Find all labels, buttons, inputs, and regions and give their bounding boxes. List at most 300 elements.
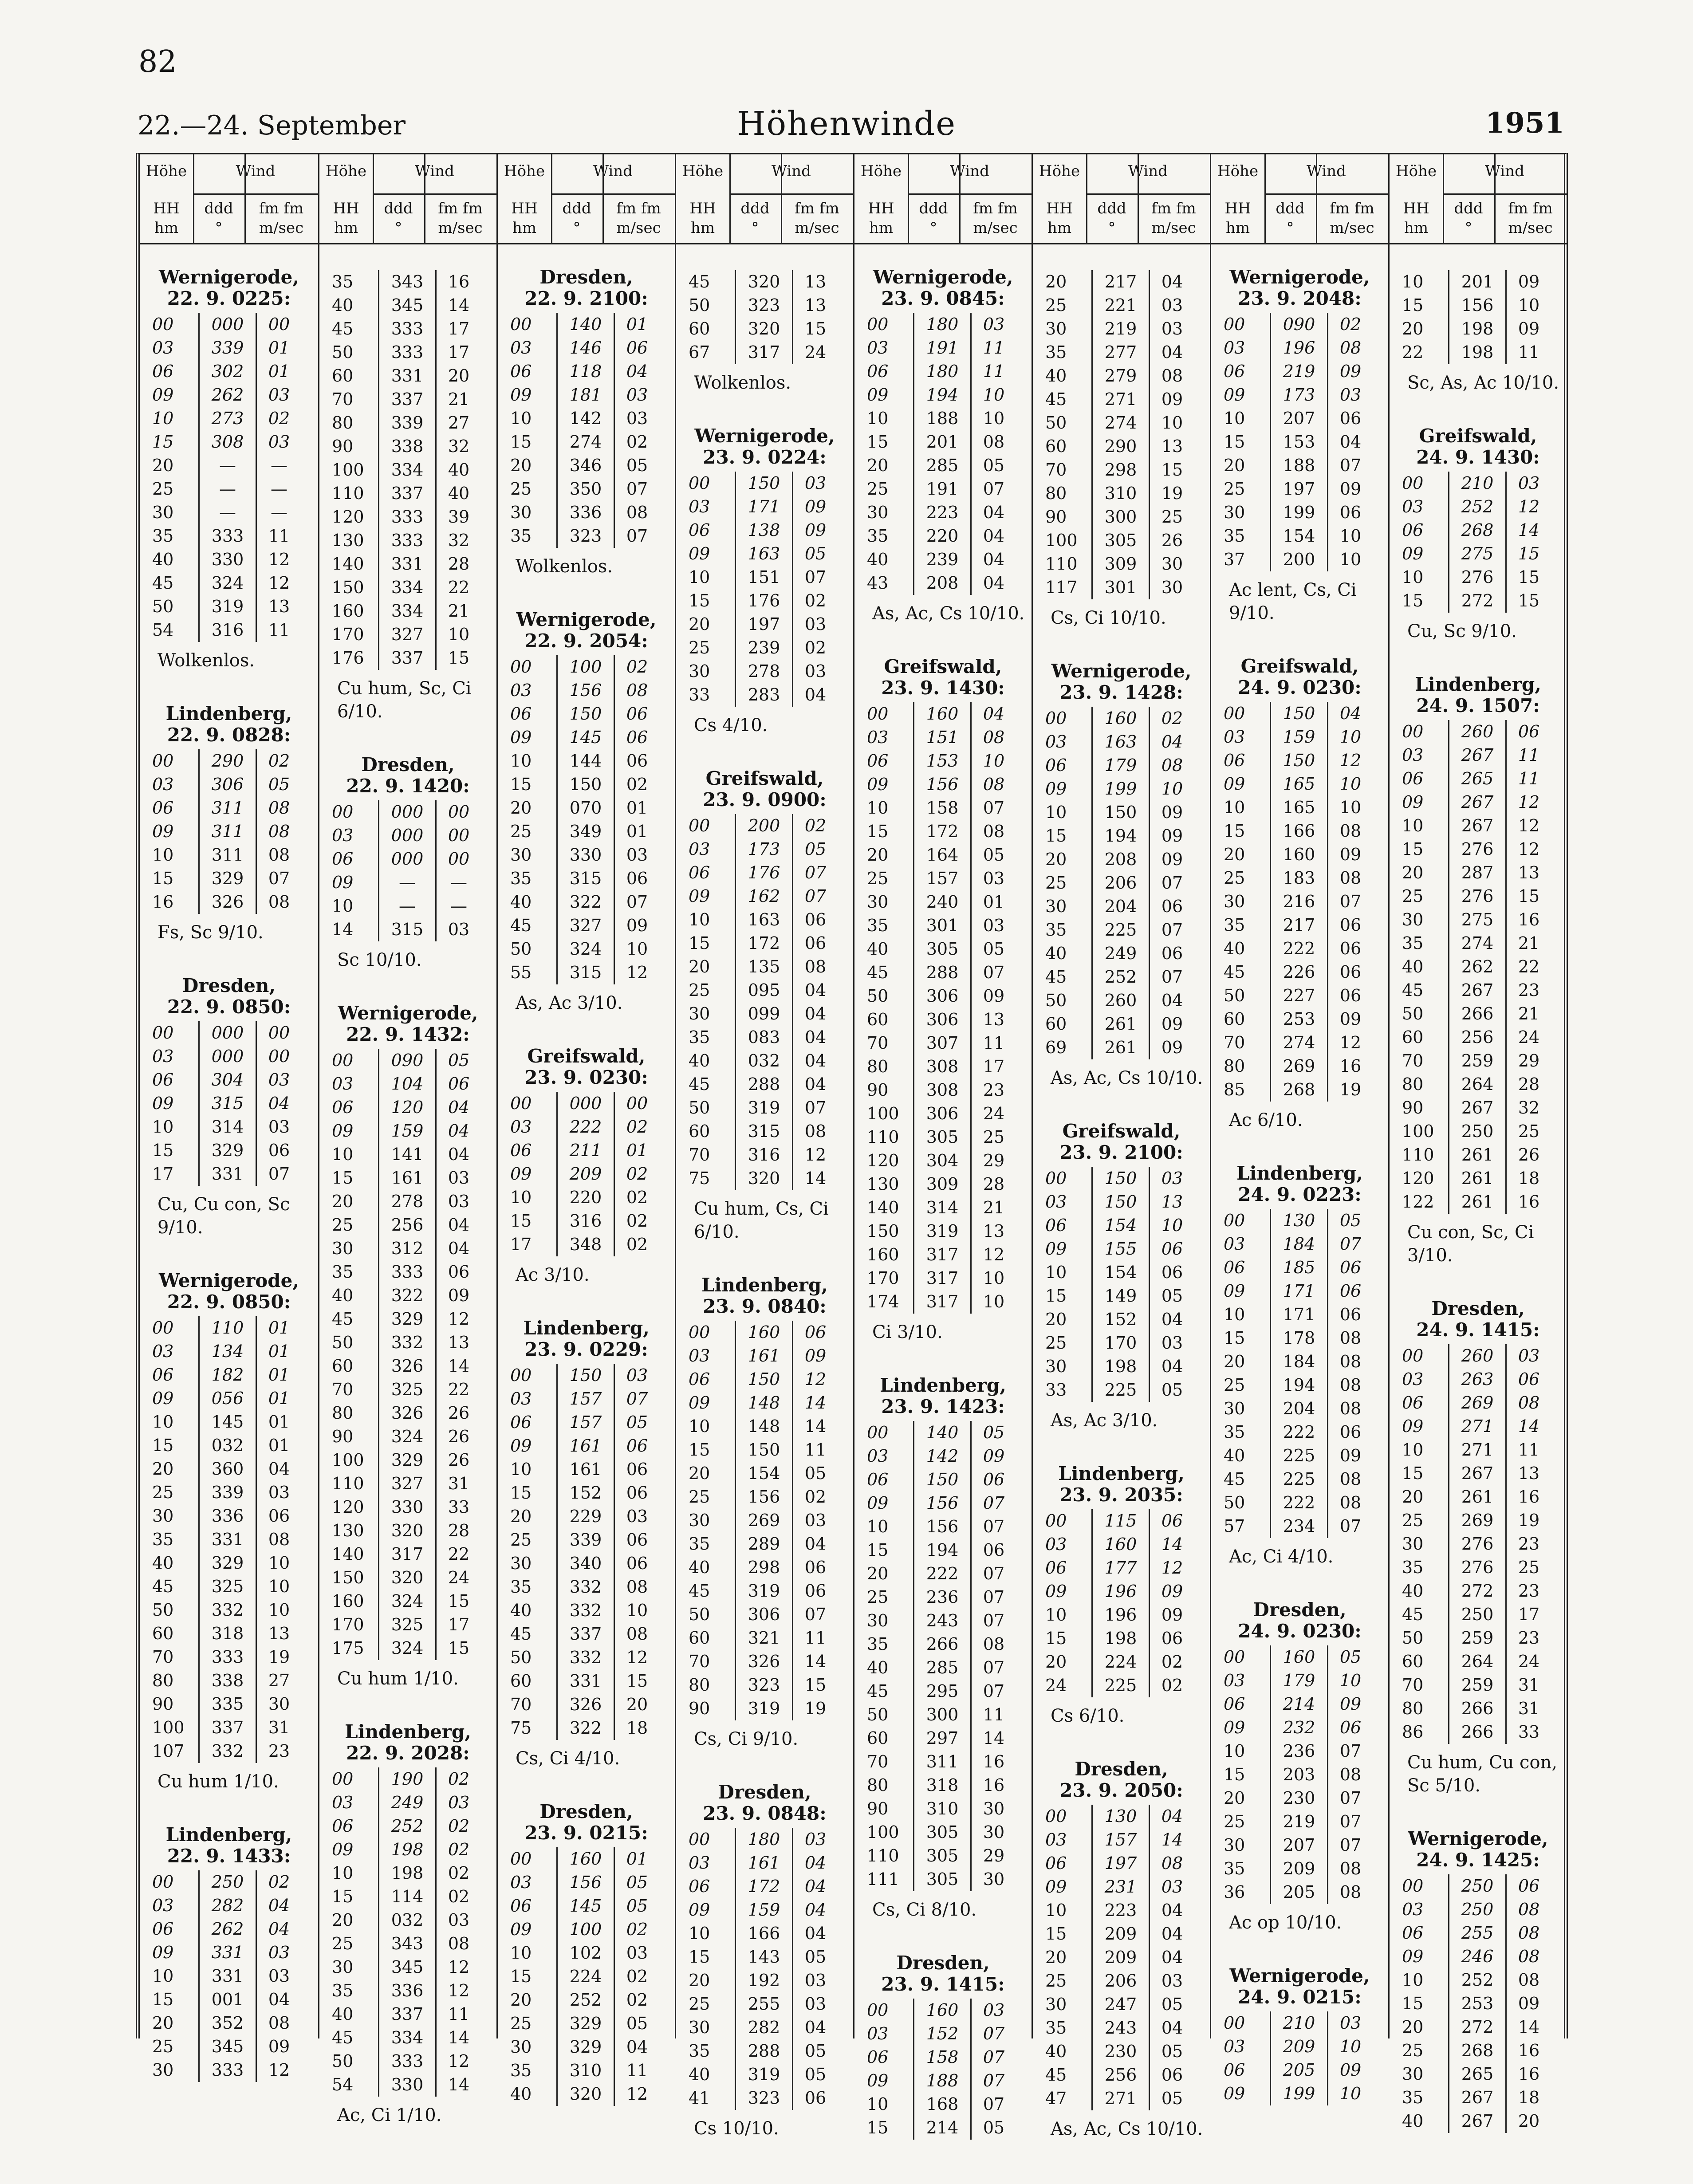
speed-cell: 03	[448, 1192, 470, 1211]
height-cell: 60	[152, 1624, 174, 1643]
cloud-remark	[1407, 620, 1567, 643]
height-cell: 06	[1402, 1923, 1424, 1943]
direction-cell: 333	[199, 2058, 256, 2082]
height-cell: 20	[1402, 2017, 1424, 2037]
direction-cell: 159	[1271, 725, 1328, 749]
direction-cell: 260	[1449, 1344, 1506, 1368]
remark-line: As, Ac, Cs 10/10.	[872, 603, 1025, 624]
sounding-block	[1033, 1463, 1210, 1728]
height-cell: 45	[510, 916, 532, 935]
speed-cell: 25	[983, 1127, 1005, 1147]
direction-cell: 150	[736, 1368, 793, 1391]
speed-cell: 01	[268, 1436, 290, 1455]
height-cell: 30	[867, 1611, 889, 1630]
direction-cell: 222	[1271, 937, 1328, 960]
height-cell: 35	[510, 869, 532, 888]
direction-cell: 329	[557, 2035, 614, 2059]
sounding-block	[319, 270, 496, 723]
speed-cell: 07	[983, 1611, 1005, 1630]
station-heading	[854, 267, 1032, 309]
station-name: Greifswald,	[1419, 425, 1537, 447]
speed-cell: 00	[626, 1094, 648, 1113]
sounding-time: 22. 9. 1433:	[167, 1845, 291, 1867]
height-cell: 30	[1045, 1995, 1067, 2014]
speed-cell: 28	[448, 554, 470, 574]
speed-cell: 04	[626, 362, 648, 381]
direction-cell: 315	[736, 1120, 793, 1143]
speed-cell: 06	[1339, 1718, 1362, 1737]
cloud-remark	[516, 992, 675, 1015]
direction-cell: 259	[1449, 1626, 1506, 1650]
direction-cell: 321	[736, 1626, 793, 1650]
direction-cell: 282	[736, 2016, 793, 2039]
table-row	[150, 890, 301, 914]
height-cell: 107	[152, 1741, 185, 1761]
speed-cell: 14	[804, 1417, 827, 1436]
speed-cell: 08	[626, 681, 648, 700]
speed-cell: 02	[626, 432, 648, 452]
speed-cell: 11	[268, 620, 290, 640]
direction-cell: 255	[1449, 1921, 1506, 1945]
speed-header	[781, 154, 853, 243]
direction-cell: 311	[199, 843, 256, 867]
height-cell: 15	[1045, 826, 1067, 846]
height-cell: 06	[510, 1413, 532, 1432]
direction-cell: 236	[914, 1586, 971, 1609]
height-cell: 03	[152, 1896, 174, 1915]
height-cell: 35	[1402, 933, 1424, 953]
table-row	[150, 2011, 301, 2035]
sounding-time: 22. 9. 0850:	[167, 1291, 291, 1313]
height-cell: 35	[689, 1534, 710, 1554]
table-row	[1222, 1350, 1373, 1373]
speed-cell: 06	[804, 2088, 827, 2108]
direction-cell: 331	[199, 1964, 256, 1988]
table-row	[330, 1613, 481, 1637]
wind-table	[1222, 1209, 1373, 1538]
speed-cell: 21	[448, 390, 470, 409]
table-row	[865, 1149, 1016, 1173]
table-row	[687, 2039, 838, 2063]
direction-cell: 350	[557, 477, 614, 501]
height-cell: 03	[510, 681, 532, 700]
direction-cell: 345	[379, 1956, 436, 1979]
cloud-remark	[157, 1770, 318, 1793]
speed-cell: 12	[268, 573, 290, 593]
speed-cell: 07	[983, 1493, 1005, 1513]
wind-table	[687, 270, 838, 364]
table-row	[1043, 1969, 1194, 1993]
direction-cell: 221	[1092, 294, 1150, 317]
direction-cell: 317	[914, 1290, 971, 1314]
speed-cell: 06	[626, 1554, 648, 1573]
table-row	[1222, 1078, 1373, 1102]
speed-cell: 05	[1161, 1995, 1183, 2014]
height-cell: 90	[332, 1427, 354, 1446]
direction-cell: 331	[199, 1162, 256, 1186]
direction-cell: 205	[1271, 1881, 1328, 1904]
hm-label: hm	[690, 219, 715, 237]
station-heading	[1033, 1463, 1210, 1506]
height-cell: 06	[867, 2047, 889, 2067]
height-cell: 30	[510, 503, 532, 522]
speed-cell: 12	[268, 550, 290, 569]
sounding-block	[1033, 270, 1210, 630]
station-heading	[140, 1824, 318, 1867]
speed-cell: 04	[983, 526, 1005, 546]
height-cell: 20	[1224, 456, 1245, 475]
cloud-remark	[516, 555, 675, 578]
wind-table	[1043, 1167, 1194, 1402]
speed-cell: 26	[1161, 531, 1183, 550]
height-cell: 03	[1224, 727, 1245, 747]
height-cell: 40	[867, 939, 889, 959]
hh-label: HH	[1403, 200, 1429, 217]
direction-cell: 209	[1271, 1857, 1328, 1881]
height-cell: 03	[689, 1346, 710, 1365]
table-row	[150, 430, 301, 454]
speed-cell: 08	[983, 432, 1005, 452]
height-cell: 50	[867, 986, 889, 1006]
speed-cell: 08	[1339, 1493, 1362, 1512]
table-row	[150, 313, 301, 336]
speed-cell: 09	[1161, 1582, 1183, 1601]
height-cell: 20	[867, 456, 889, 475]
station-name: Wernigerode,	[1229, 1965, 1370, 1987]
speed-cell: 12	[1339, 751, 1362, 770]
table-row	[865, 1633, 1016, 1656]
table-row	[1043, 707, 1194, 730]
table-row	[865, 336, 1016, 360]
ms-label: m/sec	[1151, 219, 1196, 237]
station-name: Dresden,	[182, 975, 276, 996]
column-body	[1390, 244, 1567, 2160]
speed-cell: 24	[983, 1104, 1005, 1123]
table-row	[1043, 1828, 1194, 1852]
direction-cell: 114	[379, 1885, 436, 1909]
direction-cell: 243	[914, 1609, 971, 1633]
direction-cell: 222	[914, 1562, 971, 1586]
direction-cell: 329	[379, 1448, 436, 1472]
speed-cell: 12	[626, 2084, 648, 2104]
speed-cell: 23	[983, 1080, 1005, 1100]
table-row	[330, 1190, 481, 1213]
height-cell: 140	[332, 1544, 364, 1564]
table-row	[1043, 824, 1194, 848]
direction-cell: 326	[557, 1693, 614, 1716]
table-row	[1222, 725, 1373, 749]
direction-cell: 310	[557, 2059, 614, 2082]
direction-cell: 196	[1092, 1603, 1150, 1627]
table-row	[1222, 313, 1373, 336]
direction-cell: 230	[1271, 1787, 1328, 1810]
hm-label: hm	[334, 219, 358, 237]
table-row	[1222, 1373, 1373, 1397]
speed-cell: 09	[1339, 1446, 1362, 1465]
table-row	[1400, 1167, 1551, 1190]
direction-cell: 159	[736, 1898, 793, 1922]
direction-cell: 326	[736, 1650, 793, 1673]
speed-cell: 10	[983, 1292, 1005, 1311]
height-cell: 10	[1045, 1605, 1067, 1625]
height-cell: 10	[689, 1924, 710, 1943]
station-name: Wernigerode,	[338, 1002, 478, 1024]
direction-cell: 194	[1271, 1373, 1328, 1397]
height-cell: 03	[1045, 1192, 1067, 1212]
direction-cell: 222	[1271, 1491, 1328, 1515]
height-cell: 80	[332, 1403, 354, 1423]
speed-cell: 07	[1339, 456, 1362, 475]
table-row	[687, 1673, 838, 1697]
speed-cell: 06	[1339, 503, 1362, 522]
speed-cell: 09	[1161, 826, 1183, 846]
height-cell: 75	[510, 1718, 532, 1738]
speed-cell: 12	[1518, 792, 1540, 812]
table-row	[687, 1120, 838, 1143]
station-name: Dresden,	[1253, 1599, 1347, 1621]
table-row	[150, 2058, 301, 2082]
table-row	[330, 294, 481, 317]
height-cell: 00	[510, 315, 532, 334]
height-cell: 10	[152, 409, 174, 428]
speed-cell: 22	[448, 1380, 470, 1399]
wind-table	[1400, 1874, 1551, 2133]
speed-cell: 10	[983, 1268, 1005, 1288]
direction-cell: 160	[1092, 707, 1150, 730]
direction-cell: 256	[1449, 1026, 1506, 1049]
direction-cell: 333	[379, 529, 436, 552]
table-row	[150, 1340, 301, 1363]
table-row	[508, 1622, 659, 1646]
direction-cell: 240	[914, 890, 971, 914]
fm-label: fm fm	[259, 200, 304, 217]
table-row	[865, 1102, 1016, 1125]
height-cell: 40	[689, 1051, 710, 1070]
station-name: Lindenberg,	[1058, 1463, 1185, 1484]
table-row	[1222, 913, 1373, 937]
direction-cell: 250	[1449, 1603, 1506, 1626]
speed-cell: 25	[1518, 1558, 1540, 1577]
speed-cell: 16	[1518, 1192, 1540, 1212]
height-cell: 45	[867, 1681, 889, 1701]
speed-cell: 03	[1161, 1877, 1183, 1897]
table-row	[865, 1868, 1016, 1891]
speed-cell: 20	[448, 366, 470, 386]
direction-cell: 339	[557, 1528, 614, 1552]
ms-label: m/sec	[795, 219, 839, 237]
direction-cell: 166	[736, 1922, 793, 1945]
height-cell: 35	[510, 2061, 532, 2080]
height-cell: 25	[689, 638, 710, 657]
speed-cell: 15	[804, 1675, 827, 1695]
sounding-time: 23. 9. 0900:	[703, 789, 827, 811]
height-cell: 80	[332, 413, 354, 433]
speed-cell: 11	[1518, 1440, 1540, 1460]
speed-cell: 13	[268, 1624, 290, 1643]
speed-cell: 14	[804, 1169, 827, 1188]
speed-cell: 07	[983, 2094, 1005, 2114]
table-row	[330, 1354, 481, 1378]
sounding-block	[676, 270, 853, 394]
cloud-remark	[1051, 1409, 1210, 1432]
speed-cell: 10	[983, 751, 1005, 771]
wind-table	[150, 1021, 301, 1186]
direction-cell: 090	[379, 1049, 436, 1072]
fm-label: fm fm	[616, 200, 661, 217]
table-row	[150, 407, 301, 430]
sounding-block	[676, 1782, 853, 2140]
table-row	[1400, 1626, 1551, 1650]
direction-cell: 135	[736, 955, 793, 979]
table-row	[865, 1196, 1016, 1220]
data-column	[1388, 154, 1567, 2131]
speed-cell: 12	[268, 2060, 290, 2080]
direction-cell: 164	[914, 843, 971, 867]
table-row	[330, 824, 481, 847]
direction-cell: 345	[199, 2035, 256, 2058]
speed-cell: 09	[1161, 850, 1183, 869]
height-cell: 41	[689, 2088, 710, 2108]
table-row	[865, 2046, 1016, 2069]
station-name: Dresden,	[1431, 1298, 1525, 1319]
direction-cell: 318	[199, 1622, 256, 1645]
direction-cell: 275	[1449, 542, 1506, 566]
table-row	[687, 636, 838, 660]
height-cell: 25	[1402, 2041, 1424, 2060]
height-cell: 03	[1402, 1369, 1424, 1389]
fm-label: fm fm	[1508, 200, 1553, 217]
height-cell: 22	[1402, 342, 1424, 362]
height-cell: 03	[510, 338, 532, 358]
table-row	[687, 2086, 838, 2110]
table-row	[687, 1509, 838, 1532]
height-cell: 60	[689, 319, 710, 338]
table-row	[687, 885, 838, 908]
direction-cell: 130	[1092, 1805, 1150, 1828]
station-name: Greifswald,	[1062, 1120, 1181, 1142]
height-cell: 06	[152, 1070, 174, 1090]
height-cell: 25	[332, 1934, 354, 1953]
speed-cell: 08	[1339, 1328, 1362, 1348]
direction-cell: 204	[1092, 895, 1150, 918]
height-cell: 15	[510, 1211, 532, 1231]
table-row	[865, 1008, 1016, 1031]
direction-cell: 301	[1092, 576, 1150, 599]
table-row	[1400, 270, 1551, 294]
speed-cell: 01	[268, 362, 290, 381]
table-row	[687, 1828, 838, 1851]
station-name: Wernigerode,	[1051, 660, 1192, 682]
speed-cell: 14	[448, 2028, 470, 2047]
wind-table	[687, 814, 838, 1190]
speed-cell: 05	[804, 1947, 827, 1967]
speed-cell: 25	[1161, 507, 1183, 527]
direction-cell: 199	[1092, 777, 1150, 801]
direction-cell: 260	[1092, 989, 1150, 1012]
direction-cell: 172	[736, 1875, 793, 1898]
direction-cell: 329	[199, 1551, 256, 1575]
direction-cell: 000	[199, 313, 256, 336]
table-row	[508, 1941, 659, 1965]
speed-cell: 10	[983, 409, 1005, 428]
table-row	[865, 1491, 1016, 1515]
speed-cell: 18	[1518, 1169, 1540, 1188]
speed-cell: 04	[804, 1027, 827, 1047]
direction-cell: 208	[914, 571, 971, 595]
table-row	[687, 2016, 838, 2039]
table-row	[508, 1186, 659, 1209]
height-cell: 69	[1045, 1038, 1067, 1057]
speed-cell: 06	[1339, 939, 1362, 958]
table-row	[1043, 1674, 1194, 1697]
height-cell: 30	[1224, 1835, 1245, 1855]
speed-cell: 02	[268, 409, 290, 428]
direction-cell: 339	[199, 1481, 256, 1504]
direction-cell: 214	[1271, 1692, 1328, 1716]
speed-cell: 32	[1518, 1098, 1540, 1118]
height-cell: 15	[689, 591, 710, 610]
height-cell: 45	[332, 319, 354, 338]
direction-cell: 274	[557, 430, 614, 454]
wind-header	[1264, 154, 1388, 243]
table-row	[687, 1650, 838, 1673]
direction-cell: 194	[914, 1539, 971, 1562]
height-cell: 50	[689, 1605, 710, 1624]
remark-line: As, Ac 3/10.	[1051, 1410, 1158, 1431]
table-row	[330, 1448, 481, 1472]
direction-cell: 194	[914, 383, 971, 407]
speed-cell: 11	[983, 1033, 1005, 1053]
direction-cell: 319	[736, 1697, 793, 1720]
speed-cell: 00	[268, 1047, 290, 1066]
height-cell: 50	[332, 342, 354, 362]
table-row	[508, 773, 659, 796]
direction-cell: 333	[379, 1260, 436, 1284]
height-cell: 15	[867, 432, 889, 452]
height-cell: 06	[1402, 769, 1424, 788]
wind-table	[865, 702, 1016, 1314]
height-cell: 09	[689, 886, 710, 906]
speed-cell: 07	[268, 869, 290, 888]
speed-cell: 26	[448, 1450, 470, 1470]
table-row	[1043, 1167, 1194, 1190]
speed-cell: 03	[448, 1168, 470, 1188]
sounding-block	[1211, 1599, 1388, 1934]
height-cell: 10	[1045, 1263, 1067, 1282]
station-name: Greifswald,	[1240, 655, 1359, 677]
speed-cell: 07	[626, 526, 648, 546]
speed-cell: 01	[268, 1365, 290, 1385]
remark-line: 6/10.	[694, 1222, 740, 1242]
height-cell: 20	[1402, 1487, 1424, 1507]
speed-header	[1138, 154, 1210, 243]
table-row	[1400, 2086, 1551, 2109]
table-row	[508, 1364, 659, 1387]
remark-line: As, Ac, Cs 10/10.	[1051, 2119, 1203, 2139]
speed-cell: 09	[268, 2037, 290, 2056]
height-cell: 10	[332, 896, 354, 916]
speed-cell: 06	[626, 1436, 648, 1456]
table-row	[508, 2012, 659, 2035]
speed-cell: 03	[804, 473, 827, 493]
table-row	[687, 932, 838, 955]
height-header	[498, 154, 552, 243]
height-cell: 45	[1224, 962, 1245, 982]
sounding-time: 24. 9. 1425:	[1416, 1849, 1540, 1871]
table-row	[1043, 965, 1194, 989]
table-row	[1222, 1444, 1373, 1468]
table-row	[1043, 1922, 1194, 1946]
